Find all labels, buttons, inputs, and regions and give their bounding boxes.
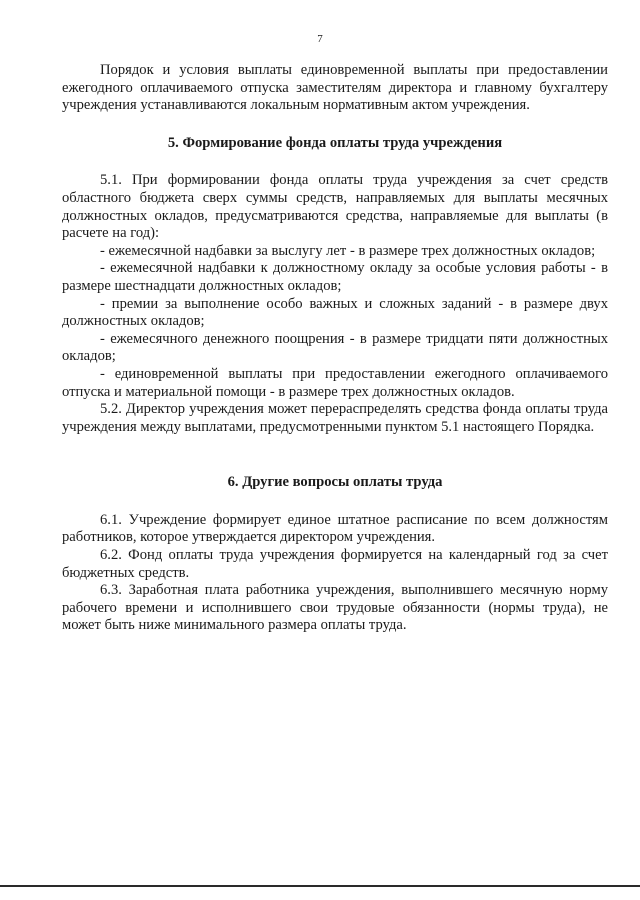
list-item: - ежемесячной надбавки к должностному окладу за особые условия работы - в размере шестнадцати должностных окладов; xyxy=(62,260,608,294)
page-bottom-rule xyxy=(0,885,640,887)
section-5-heading: 5. Формирование фонда оплаты труда учреждения xyxy=(167,134,503,151)
page-number: 7 xyxy=(317,33,323,45)
list-item: - единовременной выплаты при предоставлении ежегодного оплачиваемого отпуска и материальной помощи - в размере трех должностных окладов. xyxy=(62,365,608,400)
clause-6-2: 6.2. Фонд оплаты труда учреждения формируется на календарный год за счет бюджетных средств. xyxy=(62,547,608,581)
document-body xyxy=(62,62,608,635)
list-item: - ежемесячной надбавки за выслугу лет - в размере трех должностных окладов; xyxy=(100,242,596,259)
list-item: - премии за выполнение особо важных и сложных заданий - в размере двух должностных окладов; xyxy=(62,295,608,330)
list-item: - ежемесячного денежного поощрения - в размере тридцати пяти должностных окладов; xyxy=(62,330,608,365)
clause-5-1: 5.1. При формировании фонда оплаты труда учреждения за счет средств областного бюджета сверх суммы средств, направляемых для выплаты месячных должностных окладов, предусматриваются средства, направляемые для выплаты (в расчете на год): xyxy=(62,172,608,242)
intro-paragraph: Порядок и условия выплаты единовременной выплаты при предоставлении ежегодного оплачиваемого отпуска заместителям директора и главному бухгалтеру учреждения устанавливаются локальным нормативным актом учреждения. xyxy=(62,62,608,114)
clause-6-1: 6.1. Учреждение формирует единое штатное расписание по всем должностям работников, которое утверждается директором учреждения. xyxy=(62,511,608,546)
clause-5-2: 5.2. Директор учреждения может перераспределять средства фонда оплаты труда учреждения между выплатами, предусмотренными пунктом 5.1 настоящего Порядка. xyxy=(62,401,608,435)
clause-6-3: 6.3. Заработная плата работника учреждения, выполнившего месячную норму рабочего времени и исполнившего свои трудовые обязанности (нормы труда), не может быть ниже минимального размера оплаты труда. xyxy=(62,582,608,634)
section-6-heading: 6. Другие вопросы оплаты труда xyxy=(227,474,443,491)
